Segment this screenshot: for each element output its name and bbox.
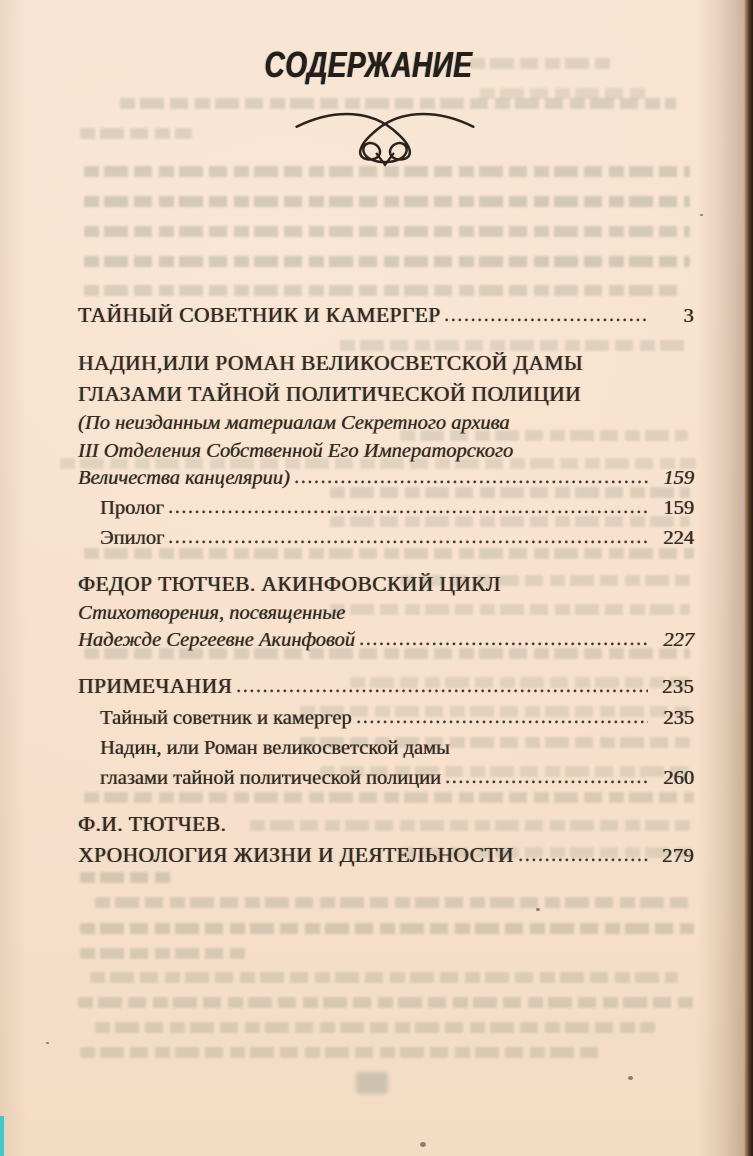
toc-page-number: 3 — [683, 305, 694, 327]
toc-row — [78, 493, 694, 523]
toc-row — [78, 671, 694, 703]
toc-row — [78, 763, 694, 793]
toc-page-number: 159 — [663, 467, 694, 489]
toc-row — [78, 809, 694, 840]
toc-row — [78, 569, 694, 600]
toc-row — [78, 840, 694, 872]
toc-entry-text: глазами тайной политической полиции — [100, 766, 441, 789]
toc-row — [78, 465, 694, 493]
toc-entry-text: ГЛАЗАМИ ТАЙНОЙ ПОЛИТИЧЕСКОЙ ПОЛИЦИИ — [78, 382, 581, 406]
toc-row — [78, 733, 694, 763]
left-edge-shade — [0, 0, 26, 1156]
book-spine-edge — [744, 0, 753, 1156]
toc-page-number: 227 — [663, 629, 694, 651]
toc-row — [78, 703, 694, 733]
toc-page-number: 159 — [663, 496, 694, 519]
toc-entry-text: Надин, или Роман великосветской дамы — [100, 736, 450, 759]
dot-leader — [446, 780, 648, 784]
toc-entry-text: Величества канцелярии) — [78, 467, 290, 489]
toc-page-number: 235 — [663, 706, 694, 729]
toc-entry-text: ХРОНОЛОГИЯ ЖИЗНИ И ДЕЯТЕЛЬНОСТИ — [78, 842, 514, 867]
toc-row — [78, 379, 694, 410]
page-title-wrap — [0, 44, 737, 86]
toc-row — [78, 438, 694, 466]
scan-artifact — [0, 1116, 4, 1156]
toc-entry-text: Надежде Сергеевне Акинфовой — [78, 629, 356, 651]
toc-row — [78, 627, 694, 655]
dot-leader — [519, 858, 648, 862]
toc-entry-text: (По неизданным материалам Секретного архива — [78, 412, 510, 434]
toc-entry-text: ТАЙНЫЙ СОВЕТНИК И КАМЕРГЕР — [78, 303, 441, 327]
toc-page-number: 260 — [663, 766, 694, 789]
toc-row — [78, 348, 694, 379]
toc-entry-text: НАДИН,ИЛИ РОМАН ВЕЛИКОСВЕТСКОЙ ДАМЫ — [78, 351, 583, 375]
toc-list — [78, 300, 694, 872]
dot-leader — [169, 540, 648, 544]
toc-entry-text: Стихотворения, посвященные — [78, 601, 346, 624]
toc-row — [78, 600, 694, 628]
dot-leader — [169, 510, 648, 514]
toc-row — [78, 410, 694, 438]
toc-entry-text: ФЕДОР ТЮТЧЕВ. АКИНФОВСКИЙ ЦИКЛ — [78, 571, 501, 596]
toc-entry-text: Тайный советник и камергер — [100, 706, 352, 729]
dot-leader — [237, 689, 648, 693]
toc-entry-text: III Отделения Собственной Его Императорского — [78, 439, 514, 462]
toc-entry-text: ПРИМЕЧАНИЯ — [78, 673, 233, 698]
toc-entry-text: Эпилог — [100, 526, 165, 549]
dot-leader — [357, 720, 648, 724]
toc-page-number: 224 — [663, 526, 694, 549]
dot-leader — [445, 318, 648, 322]
dot-leader — [360, 642, 648, 646]
dot-leader — [295, 480, 648, 484]
toc-entry-text: Пролог — [100, 496, 164, 519]
flourish-ornament-icon — [292, 98, 478, 174]
toc-row — [78, 300, 694, 332]
toc-page-number: 235 — [662, 675, 694, 698]
toc-page-number: 279 — [662, 844, 694, 867]
toc-row — [78, 523, 694, 553]
page-title: СОДЕРЖАНИЕ — [264, 44, 473, 85]
toc-entry-text: Ф.И. ТЮТЧЕВ. — [78, 811, 227, 836]
